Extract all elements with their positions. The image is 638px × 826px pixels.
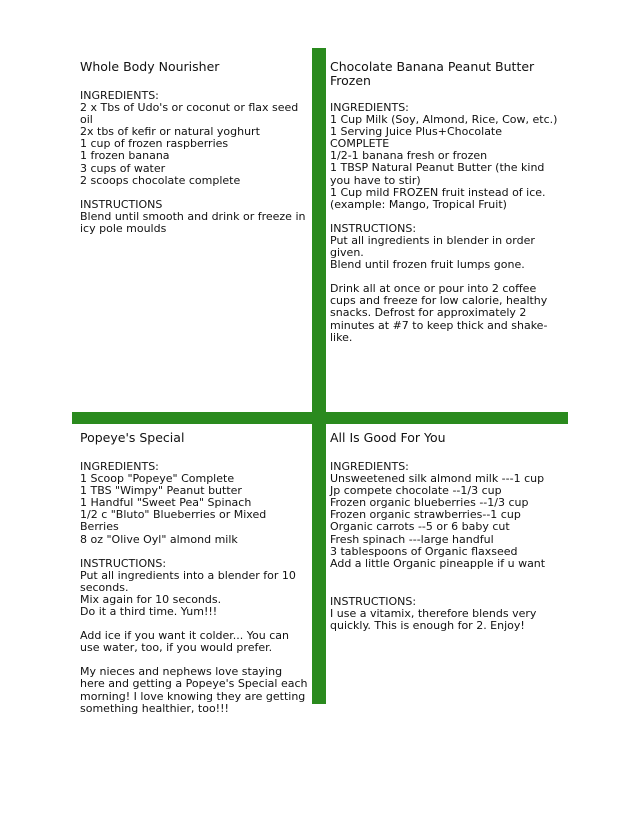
ingredient-item: 8 oz "Olive Oyl" almond milk	[80, 532, 238, 546]
ingredient-item: 1 frozen banana	[80, 149, 170, 163]
recipe-title: All Is Good For You	[330, 430, 446, 445]
instruction-step: Do it a third time. Yum!!!	[80, 605, 218, 619]
recipe-note: My nieces and nephews love staying here and getting a Popeye's Special each morning! I love knowing they are getting something healthier, too!!!	[80, 665, 308, 715]
instructions-section	[80, 199, 308, 235]
ingredient-item: 2 scoops chocolate complete	[80, 173, 241, 187]
horizontal-divider	[72, 412, 568, 424]
recipe-note: Add ice if you want it colder... You can use water, too, if you would prefer.	[80, 629, 289, 655]
ingredient-item: 3 tablespoons of Organic flaxseed	[330, 544, 518, 558]
instruction-step: I use a vitamix, therefore blends very quickly. This is enough for 2. Enjoy!	[330, 606, 537, 633]
instructions-section	[80, 558, 308, 618]
instructions-label: INSTRUCTIONS:	[80, 556, 167, 570]
ingredients-label: INGREDIENTS:	[330, 460, 409, 473]
ingredient-item: Frozen organic strawberries--1 cup	[330, 508, 521, 522]
ingredient-item: Unsweetened silk almond milk ---1 cup	[330, 472, 545, 486]
ingredients-label: INGREDIENTS:	[80, 89, 159, 102]
ingredient-item: Jp compete chocolate --1/3 cup	[330, 484, 502, 498]
ingredients-section	[330, 102, 562, 211]
recipe-title: Whole Body Nourisher	[80, 59, 220, 74]
recipe-title: Popeye's Special	[80, 430, 185, 445]
instruction-step: Put all ingredients into a blender for 10 seconds.	[80, 568, 296, 594]
instructions-label: INSTRUCTIONS:	[330, 594, 417, 608]
ingredients-section	[80, 461, 308, 546]
ingredient-item: 1 Cup Milk (Soy, Almond, Rice, Cow, etc.)	[330, 113, 558, 127]
recipe-title: Chocolate Banana Peanut Butter Frozen	[330, 59, 535, 88]
ingredient-item: 1 Handful "Sweet Pea" Spinach	[80, 496, 252, 510]
vertical-divider	[312, 48, 326, 704]
ingredient-item: 1 Serving Juice Plus+Chocolate COMPLETE	[330, 125, 503, 151]
ingredients-label: INGREDIENTS:	[330, 101, 409, 114]
ingredients-section	[80, 90, 308, 187]
ingredient-item: 2x tbs of kefir or natural yoghurt	[80, 125, 260, 139]
recipe-card-chocolate-banana	[330, 60, 562, 356]
ingredient-item: Organic carrots --5 or 6 baby cut	[330, 520, 510, 534]
instruction-step: Mix again for 10 seconds.	[80, 592, 222, 606]
recipe-card-all-is-good	[330, 431, 562, 644]
ingredient-item: 1 Scoop "Popeye" Complete	[80, 472, 235, 486]
ingredient-item: 3 cups of water	[80, 161, 166, 175]
instruction-step: Blend until smooth and drink or freeze in icy pole moulds	[80, 209, 306, 235]
instructions-section	[330, 223, 562, 271]
ingredient-item: 1 Cup mild FROZEN fruit instead of ice. (example: Mango, Tropical Fruit)	[330, 185, 546, 211]
ingredient-item: 1 TBSP Natural Peanut Butter (the kind you have to stir)	[330, 161, 545, 187]
ingredient-item: Frozen organic blueberries --1/3 cup	[330, 496, 529, 510]
ingredient-item: 2 x Tbs of Udo's or coconut or flax seed oil	[80, 101, 299, 127]
instructions-section	[330, 596, 562, 632]
ingredient-item: 1/2-1 banana fresh or frozen	[330, 149, 488, 163]
ingredient-item: Add a little Organic pineapple if u want	[330, 556, 546, 570]
instruction-step: Blend until frozen fruit lumps gone.	[330, 258, 525, 272]
ingredient-item: 1 TBS "Wimpy" Peanut butter	[80, 484, 242, 498]
ingredient-item: 1 cup of frozen raspberries	[80, 137, 229, 151]
ingredients-section	[330, 461, 562, 570]
recipe-card-whole-body-nourisher	[80, 60, 308, 247]
ingredients-label: INGREDIENTS:	[80, 460, 159, 473]
instructions-label: INSTRUCTIONS	[80, 197, 163, 211]
recipe-card-popeyes-special	[80, 431, 308, 727]
recipe-note: Drink all at once or pour into 2 coffee cups and freeze for low calorie, healthy snacks. Defrost for approximately 2 minutes at #7 to keep thick and shake-like.	[330, 282, 548, 344]
instructions-label: INSTRUCTIONS:	[330, 221, 417, 235]
ingredient-item: 1/2 c "Bluto" Blueberries or Mixed Berries	[80, 508, 267, 534]
ingredient-item: Fresh spinach ---large handful	[330, 532, 494, 546]
instruction-step: Put all ingredients in blender in order given.	[330, 233, 535, 260]
